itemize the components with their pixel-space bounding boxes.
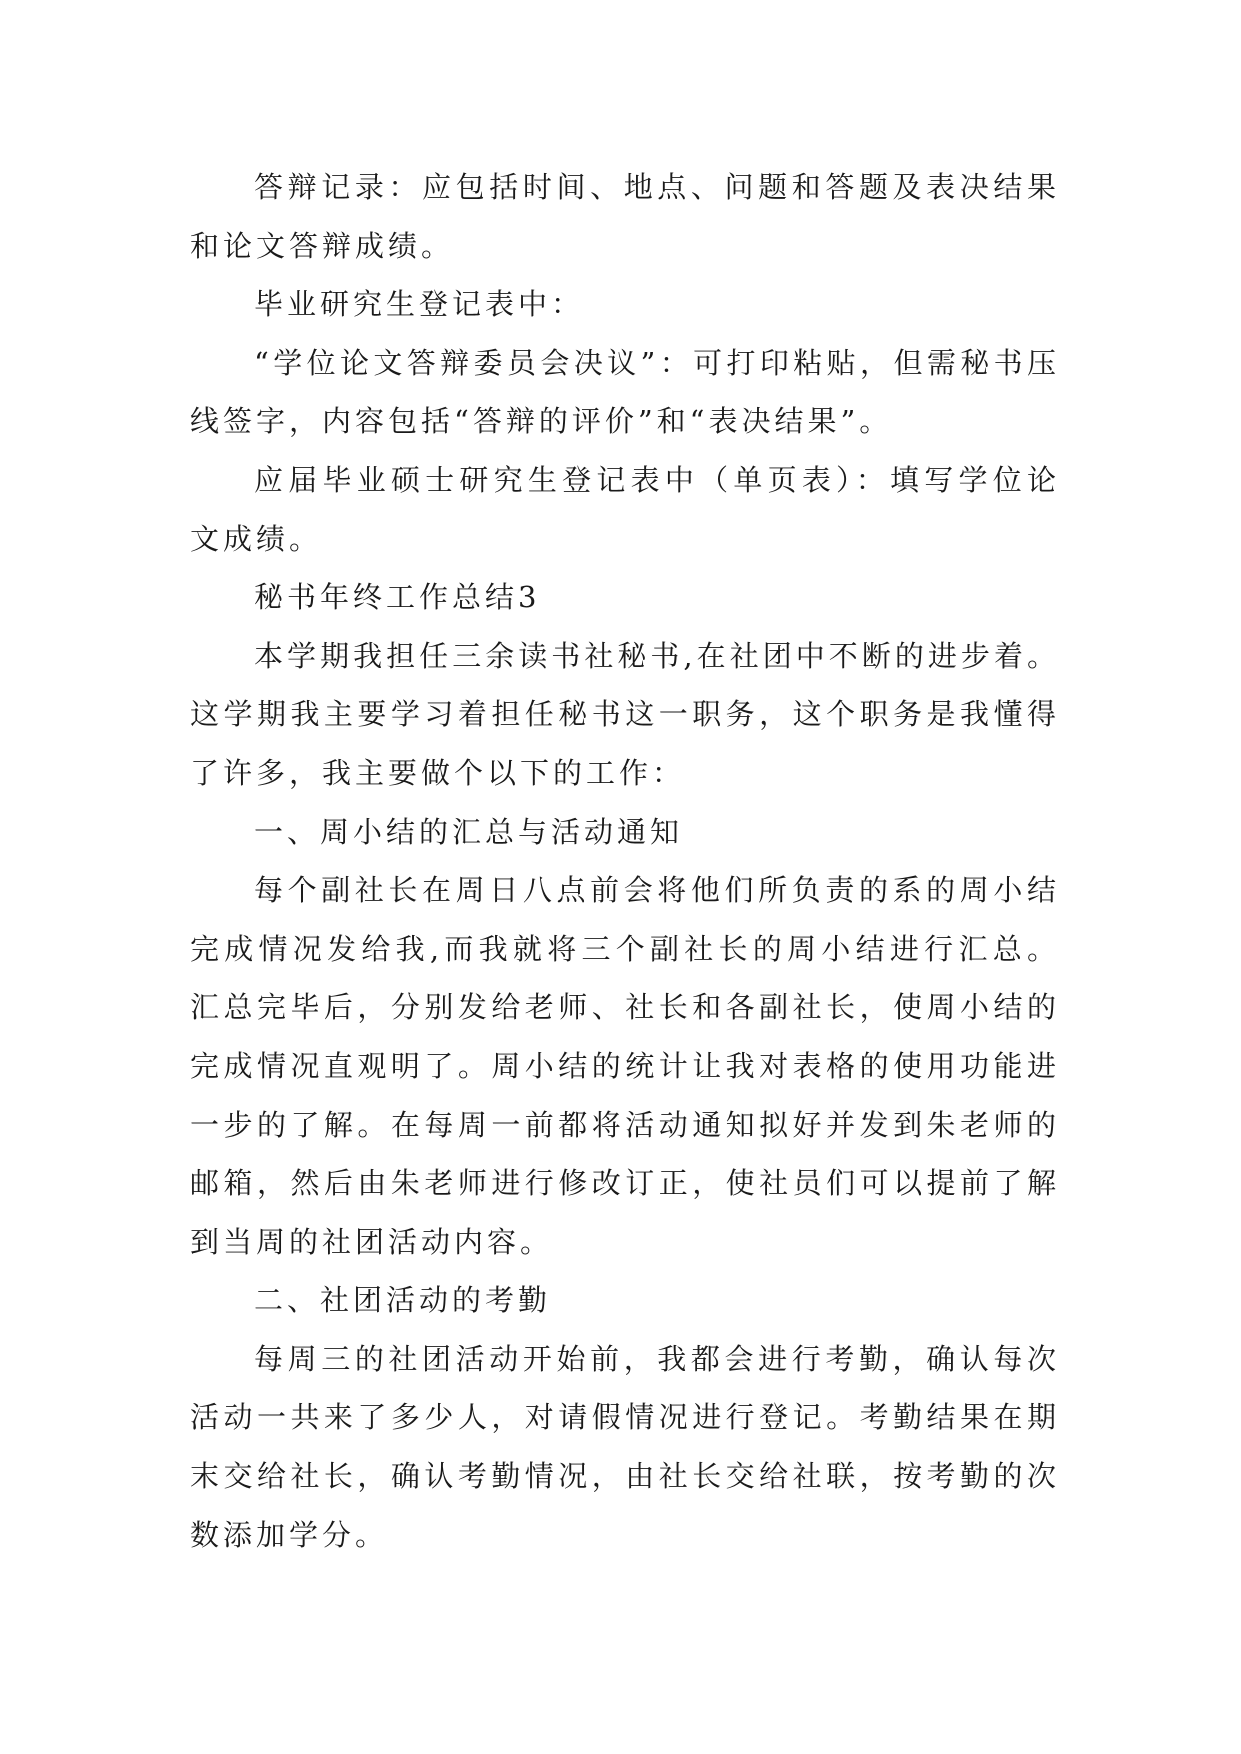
section-title: 秘书年终工作总结3	[254, 580, 541, 615]
paragraph-committee-resolution: “学位论文答辩委员会决议”：可打印粘贴，但需秘书压线签字，内容包括“答辩的评价”和“表决结果”。	[190, 345, 1060, 439]
heading-weekly-summary: 一、周小结的汇总与活动通知	[254, 814, 684, 849]
document-body	[190, 158, 1060, 1564]
paragraph-weekly-summary: 每个副社长在周日八点前会将他们所负责的系的周小结完成情况发给我,而我就将三个副社长的周小结进行汇总。汇总完毕后，分别发给老师、社长和各副社长，使周小结的完成情况直观明了。周小结的统计让我对表格的使用功能进一步的了解。在每周一前都将活动通知拟好并发到朱老师的邮箱，然后由朱老师进行修改订正，使社员们可以提前了解到当周的社团活动内容。	[190, 873, 1060, 1259]
paragraph-master-form: 应届毕业硕士研究生登记表中（单页表）：填写学位论文成绩。	[190, 462, 1060, 556]
paragraph-graduate-form: 毕业研究生登记表中：	[254, 287, 585, 322]
paragraph-intro: 本学期我担任三余读书社秘书,在社团中不断的进步着。这学期我主要学习着担任秘书这一职务，这个职务是我懂得了许多，我主要做个以下的工作：	[190, 638, 1060, 790]
paragraph-defense-record: 答辩记录：应包括时间、地点、问题和答题及表决结果和论文答辩成绩。	[190, 170, 1060, 263]
heading-attendance: 二、社团活动的考勤	[254, 1283, 552, 1318]
paragraph-attendance: 每周三的社团活动开始前，我都会进行考勤，确认每次活动一共来了多少人，对请假情况进行登记。考勤结果在期末交给社长，确认考勤情况，由社长交给社联，按考勤的次数添加学分。	[190, 1341, 1060, 1552]
